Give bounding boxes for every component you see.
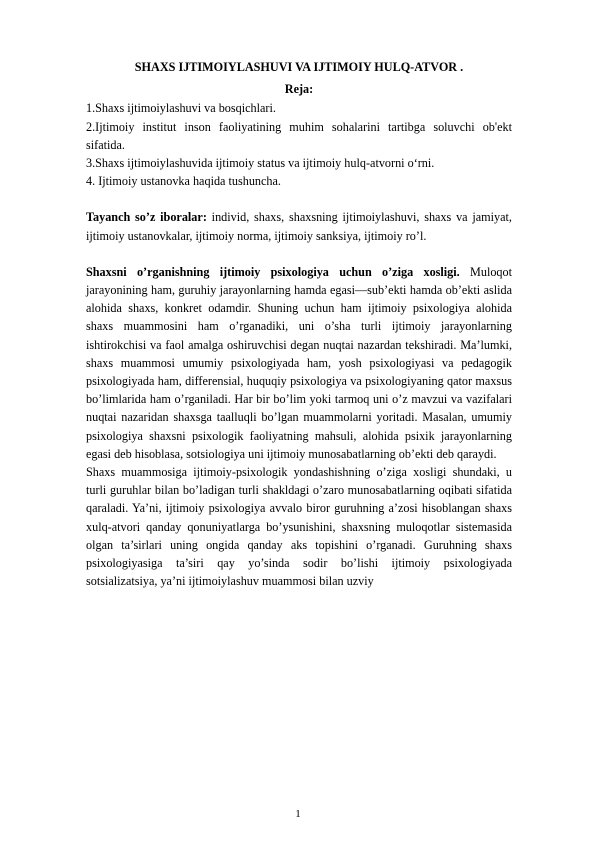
section-paragraph bbox=[86, 263, 512, 463]
plan-item: 1.Shaxs ijtimoiylashuvi va bosqichlari. bbox=[86, 101, 276, 116]
plan-item: 3.Shaxs ijtimoiylashuvida ijtimoiy status va ijtimoiy hulq-atvorni o‘rni. bbox=[86, 156, 435, 171]
section-lead: Shaxsni o’rganishning ijtimoiy psixologiya uchun o’ziga xosligi. bbox=[86, 264, 460, 279]
plan-item: 4. Ijtimoiy ustanovka haqida tushuncha. bbox=[86, 174, 281, 189]
keywords-paragraph bbox=[86, 208, 512, 244]
body-paragraph: Shaxs muammosiga ijtimoiy-psixologik yondashishning o’ziga xosligi shundaki, u turli guruhlar bilan bo’ladigan turli shakldagi o’zaro munosabatlarning oqibati sifatida qaraladi. Ya’ni, ijtimoiy psixologiya avvalo biror guruhning a’zosi hisoblangan shaxs xulq-atvori qanday qonuniyatlarga bo’ysunishini, shaxsning muloqotlar sistemasida olgan ta’sirlari uning ongida qanday aks topishini o’rganadi. Guruhning shaxs psixologiyasiga ta’siri qay yo’sinda sodir bo’lishi ijtimoiy psixologiyada sotsializatsiya, ya’ni ijtimoiylashuv muammosi bilan uzviy bbox=[86, 465, 512, 589]
section-text: Muloqot jarayonining ham, guruhiy jarayonlarning hamda egasi—sub’ekti hamda ob’ekti aslida alohida shaxs, konkret odamdir. Shuning uchun ham ijtimoiy psixologiya alohida shaxs muammosini ham o’rganadiki, uni o’sha turli ijtimoiy jarayonlarning ishtirokchisi va faol amalga oshiruvchisi degan nuqtai nazardan tekshiradi. Ma’lumki, shaxs muammosi umumiy psixologiyada ham, yosh psixologiyasi va pedagogik psixologiyada ham, differensial, huquqiy psixologiya va psixologiyaning qator maxsus bo’limlarida ham o’rganiladi. Har bir bo’lim yoki tarmoq uni o’z mavzui va vazifalari nuqtai nazaridan shaxsga taalluqli bo’lgan muammolarni yoritadi. Masalan, umumiy psixologiya shaxsni psixologik faoliyatning mahsuli, alohida psixik jarayonlarning egasi deb hisoblasa, sotsiologiya uni ijtimoiy munosabatlarning ob’ekti deb qaraydi. bbox=[86, 264, 512, 461]
plan-heading: Reja: bbox=[284, 82, 314, 97]
page-number: 1 bbox=[295, 808, 301, 820]
document-page bbox=[86, 58, 512, 590]
document-title: SHAXS IJTIMOIYLASHUVI VA IJTIMOIY HULQ-ATVOR . bbox=[134, 60, 464, 74]
keywords-text: individ, shaxs, shaxsning ijtimoiylashuvi, shaxs va jamiyat, ijtimoiy ustanovkalar, ijtimoiy norma, ijtimoiy sanksiya, ijtimoiy ro’l. bbox=[86, 210, 512, 243]
plan-list bbox=[86, 99, 512, 190]
plan-item: 2.Ijtimoiy institut inson faoliyatining muhim sohalarini tartibga soluvchi ob'ekt sifatida. bbox=[86, 119, 512, 152]
keywords-lead: Tayanch so’z iboralar: bbox=[86, 210, 207, 225]
spacer bbox=[86, 190, 512, 208]
spacer bbox=[86, 245, 512, 263]
